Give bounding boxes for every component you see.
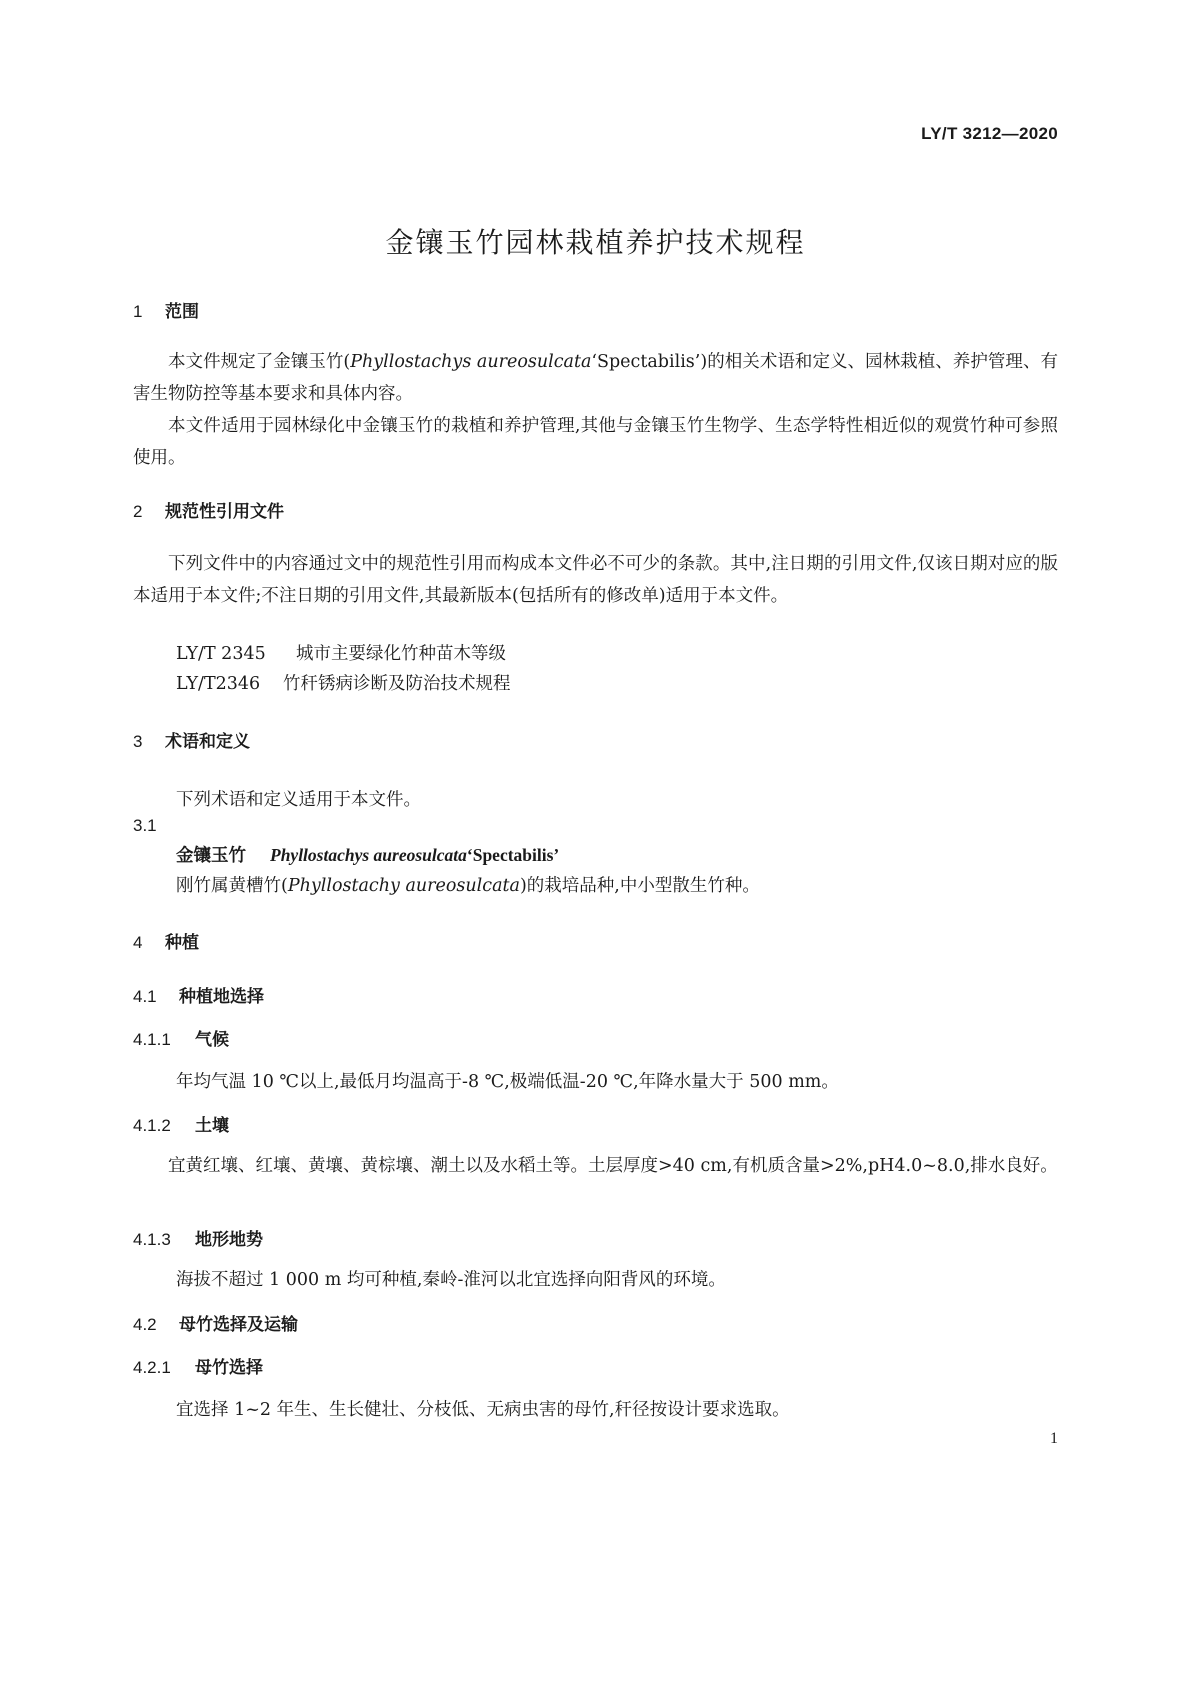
section-number: 4 [133, 933, 143, 952]
section-4-1-3-heading [133, 1225, 263, 1250]
paragraph: 本文件适用于园林绿化中金镶玉竹的栽植和养护管理,其他与金镶玉竹生物学、生态学特性相近似的观赏竹种可参照使用。 [133, 416, 1058, 468]
paragraph: 下列文件中的内容通过文中的规范性引用而构成本文件必不可少的条款。其中,注日期的引用文件,仅该日期对应的版本适用于本文件;不注日期的引用文件,其最新版本(包括所有的修改单)适用于本文件。 [133, 554, 1058, 606]
paragraph: 宜黄红壤、红壤、黄壤、黄棕壤、潮土以及水稻土等。土层厚度>40 cm,有机质含量>2%,pH4.0~8.0,排水良好。 [168, 1156, 1058, 1176]
standard-code: LY/T 3212—2020 [921, 124, 1058, 143]
section-3-heading [133, 727, 250, 752]
term-definition [176, 872, 760, 897]
text: )的栽培品种,中小型散生竹种。 [519, 876, 760, 896]
section-number: 4.2.1 [133, 1358, 171, 1377]
terms-intro: 下列术语和定义适用于本文件。 [176, 790, 421, 810]
term-cultivar: ‘Spectabilis’ [466, 845, 560, 865]
term-chinese: 金镶玉竹 [176, 846, 246, 866]
section-4-2-1-text: 宜选择 1~2 年生、生长健壮、分枝低、无病虫害的母竹,秆径按设计要求选取。 [176, 1400, 790, 1420]
term-number [133, 816, 157, 836]
section-title: 范围 [165, 302, 199, 322]
paragraph [133, 346, 1058, 410]
term-entry [176, 842, 559, 867]
section-title: 母竹选择 [195, 1358, 263, 1378]
reference-item [176, 640, 506, 665]
text: 本文件规定了金镶玉竹( [168, 352, 351, 372]
section-4-1-1-heading [133, 1025, 229, 1050]
reference-name: 竹秆锈病诊断及防治技术规程 [283, 674, 511, 694]
section-number: 4.1.2 [133, 1116, 171, 1135]
section-4-1-3-text: 海拔不超过 1 000 m 均可种植,秦岭-淮河以北宜选择向阳背风的环境。 [176, 1270, 726, 1290]
section-4-2-heading [133, 1310, 298, 1335]
section-number: 1 [133, 302, 143, 321]
section-number: 4.1 [133, 987, 157, 1006]
section-title: 术语和定义 [165, 732, 250, 752]
section-title: 土壤 [195, 1116, 229, 1136]
section-1-body [133, 346, 1058, 474]
text: 刚竹属黄槽竹( [176, 876, 288, 896]
latin-name: Phyllostachys aureosulcata [350, 352, 592, 372]
page-number: 1 [1050, 1430, 1058, 1447]
section-4-1-2-heading [133, 1111, 229, 1136]
section-number: 3 [133, 732, 143, 751]
section-title: 种植 [165, 933, 199, 953]
section-title: 规范性引用文件 [165, 502, 284, 522]
section-2-body [133, 548, 1058, 612]
section-number: 4.1.3 [133, 1230, 171, 1249]
section-number: 4.1.1 [133, 1030, 171, 1049]
section-4-2-1-heading [133, 1353, 263, 1378]
section-title: 地形地势 [195, 1230, 263, 1250]
text: ‘Spectabilis’)的相关术语和定义、园林栽植、养护管理、有害生物防控等基本要求和具体内容。 [133, 352, 1058, 404]
section-4-1-2-body [133, 1150, 1058, 1182]
section-number: 2 [133, 502, 143, 521]
section-title: 种植地选择 [179, 987, 264, 1007]
section-number: 4.2 [133, 1315, 157, 1334]
latin-name: Phyllostachy aureosulcata [287, 876, 520, 896]
section-4-1-1-text: 年均气温 10 ℃以上,最低月均温高于-8 ℃,极端低温-20 ℃,年降水量大于 500 mm。 [176, 1072, 839, 1092]
reference-name: 城市主要绿化竹种苗木等级 [296, 644, 506, 664]
document-title: 金镶玉竹园林栽植养护技术规程 [385, 226, 806, 259]
clause-number: 3.1 [133, 816, 157, 835]
section-title: 气候 [195, 1030, 229, 1050]
reference-item [176, 670, 511, 695]
section-4-heading [133, 928, 199, 953]
section-4-1-heading [133, 982, 264, 1007]
reference-code: LY/T2346 [176, 674, 261, 694]
term-latin: Phyllostachys aureosulcata [270, 845, 467, 865]
section-2-heading [133, 497, 284, 522]
reference-code: LY/T 2345 [176, 644, 266, 664]
section-title: 母竹选择及运输 [179, 1315, 298, 1335]
section-1-heading [133, 297, 199, 322]
